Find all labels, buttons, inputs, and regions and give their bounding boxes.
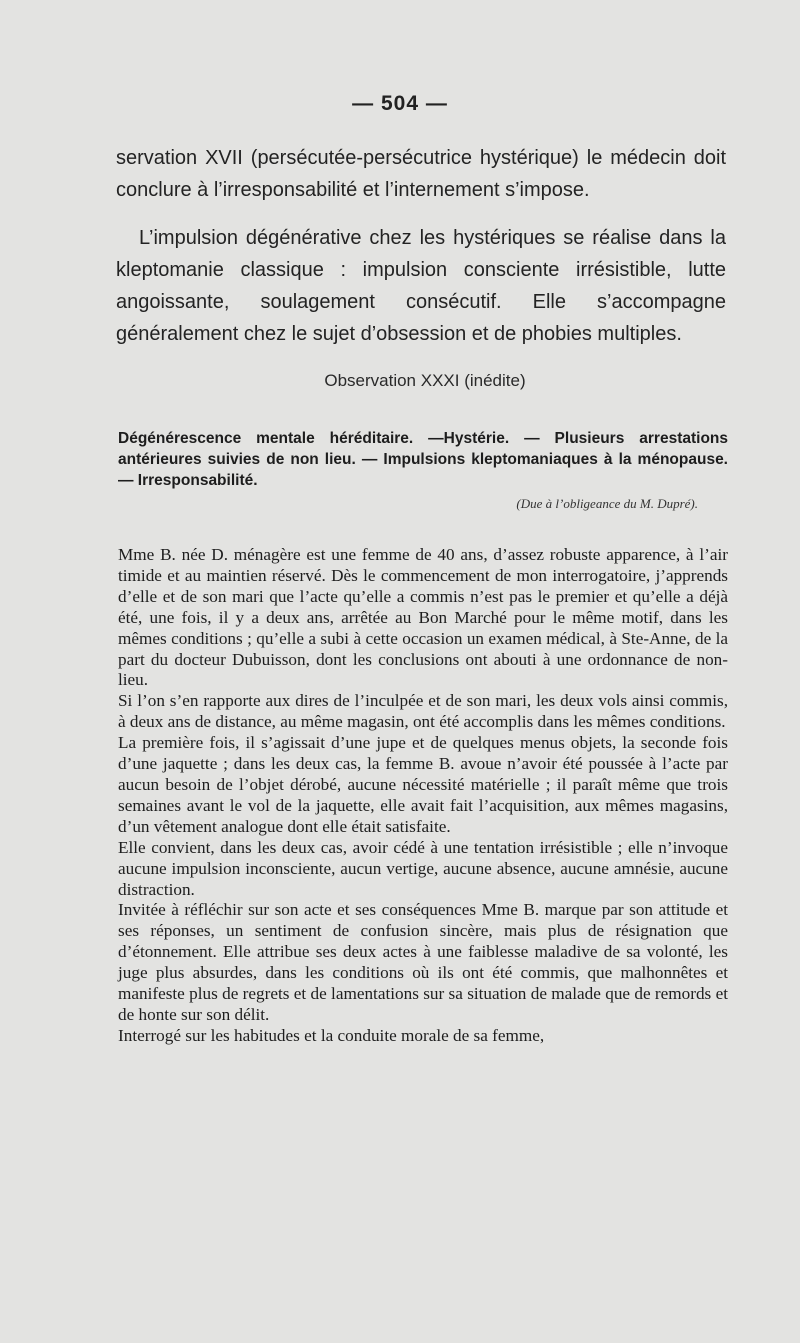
- intro-paragraph-2: L’impulsion dégénérative chez les hystériques se réalise dans la kleptomanie classique : impulsion consciente irrésistible, lutte angoissante, soulagement consécutif. Elle s’accompagne généralement chez le sujet d’obsession et de phobies multiples.: [116, 227, 726, 345]
- body-paragraph: Interrogé sur les habitudes et la conduite morale de sa femme,: [118, 1025, 545, 1045]
- observation-summary: Dégénérescence mentale héréditaire. —Hystérie. — Plusieurs arrestations antérieures suivies de non lieu. — Impulsions kleptomaniaques à la ménopause. — Irresponsabilité.: [118, 430, 728, 489]
- body-paragraph: Si l’on s’en rapporte aux dires de l’inculpée et de son mari, les deux vols ainsi commis, à deux ans de distance, au même magasin, ont été accomplis dans les mêmes conditions.: [118, 691, 728, 732]
- observation-body: [118, 545, 728, 1047]
- body-paragraph: Elle convient, dans les deux cas, avoir cédé à une tentation irrésistible ; elle n’invoque aucune impulsion inconsciente, aucun vertige, aucune absence, aucune amnésie, aucune distraction.: [118, 837, 728, 899]
- body-paragraph: Invitée à réfléchir sur son acte et ses conséquences Mme B. marque par son attitude et ses réponses, un sentiment de confusion sincère, mais plus de résignation que d’étonnement. Elle attribue ses deux actes à une faiblesse maladive de sa volonté, les juge plus absurdes, dans les conditions où ils ont été commis, que malhonnêtes et manifeste plus de regrets et de lamentations sur sa situation de malade que de remords et de honte sur son délit.: [118, 900, 728, 1024]
- observation-title: Observation XXXI (inédite): [324, 371, 526, 390]
- page-number: — 504 —: [352, 92, 448, 115]
- body-paragraph: La première fois, il s’agissait d’une jupe et de quelques menus objets, la seconde fois d’une jaquette ; dans les deux cas, la femme B. avoue n’avoir été poussée à l’acte par aucun besoin de l’objet dérobé, aucune nécessité matérielle ; il paraît même que trois semaines avant le vol de la jaquette, elle avait fait l’acquisition, aux mêmes magasins, d’un vêtement analogue dont elle était satisfaite.: [118, 733, 728, 836]
- observation-credit: (Due à l’obligeance du M. Dupré).: [516, 496, 698, 511]
- intro-paragraph-1: servation XVII (persécutée-persécutrice hystérique) le médecin doit conclure à l’irresponsabilité et l’internement s’impose.: [116, 147, 726, 201]
- body-paragraph: Mme B. née D. ménagère est une femme de 40 ans, d’assez robuste apparence, à l’air timide et au maintien réservé. Dès le commencement de mon interrogatoire, j’apprends d’elle et de son mari que l’acte qu’elle a commis n’est pas le premier et qu’elle a déjà été, une fois, il y a deux ans, arrêtée au Bon Marché pour le même motif, dans les mêmes conditions ; qu’elle a subi à cette occasion un examen médical, à Ste-Anne, de la part du docteur Dubuisson, dont les conclusions ont abouti à une ordonnance de non-lieu.: [118, 545, 728, 690]
